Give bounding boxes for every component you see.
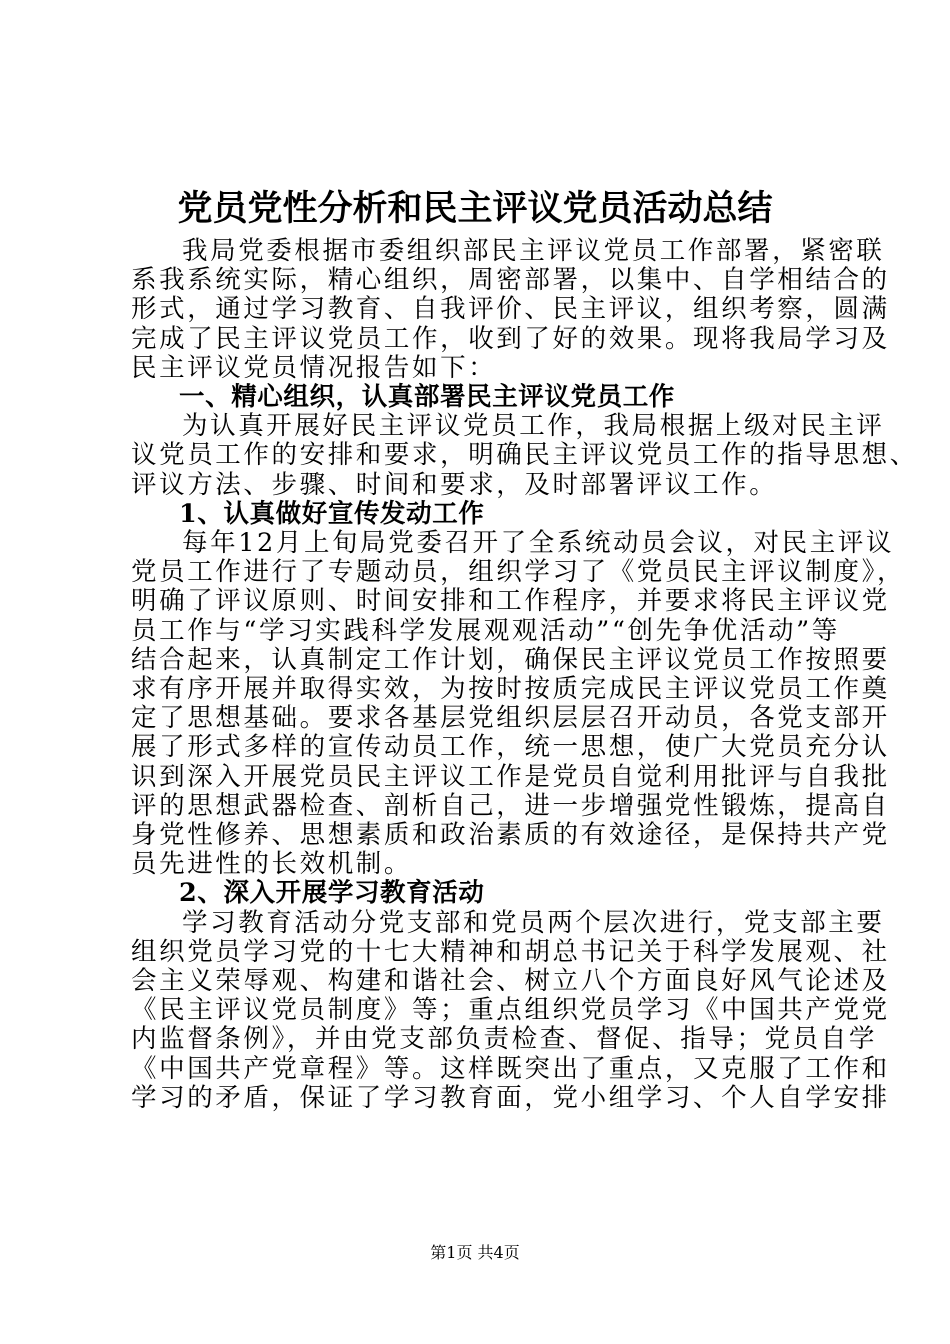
text-line: 会主义荣辱观、构建和谐社会、树立八个方面良好风气论述及 [131,966,890,997]
text-line: 系我系统实际，精心组织，周密部署，以集中、自学相结合的 [131,265,890,296]
text-line: 完成了民主评议党员工作，收到了好的效果。现将我局学习及 [131,323,890,354]
subsection-heading: 1、认真做好宣传发动工作 [179,498,485,529]
intro-paragraph [131,236,890,383]
text-line: 求有序开展并取得实效，为按时按质完成民主评议党员工作奠 [131,674,890,705]
text-line: 明确了评议原则、时间安排和工作程序，并要求将民主评议党 [131,586,890,617]
text-line: 议党员工作的安排和要求，明确民主评议党员工作的指导思想、 [131,440,918,471]
text-line: 民主评议党员情况报告如下： [131,352,497,383]
text-line: 员先进性的长效机制。 [131,849,413,880]
subsection-paragraph [131,528,906,880]
document-body [131,236,918,1113]
text-line: 学习教育活动分党支部和党员两个层次进行，党支部主要 [182,907,885,938]
text-line: 《民主评议党员制度》等；重点组织党员学习《中国共产党党 [131,995,890,1026]
text-line: 定了思想基础。要求各基层党组织层层召开动员，各党支部开 [131,703,890,734]
page-title: 党员党性分析和民主评议党员活动总结 [177,188,773,229]
text-line: 识到深入开展党员民主评议工作是党员自觉利用批评与自我批 [131,761,890,792]
text-line: 学习的矛盾，保证了学习教育面，党小组学习、个人自学安排 [131,1082,890,1113]
section-heading: 一、精心组织，认真部署民主评议党员工作 [179,382,675,413]
subsection-heading: 2、深入开展学习教育活动 [179,878,485,909]
subsection-paragraph [131,907,890,1113]
text-line: 评的思想武器检查、剖析自己，进一步增强党性锻炼，提高自 [131,790,890,821]
text-line: 我局党委根据市委组织部民主评议党员工作部署，紧密联 [182,236,885,266]
text-line: 《中国共产党章程》等。这样既突出了重点，又克服了工作和 [131,1053,890,1084]
text-line: 展了形式多样的宣传动员工作，统一思想，使广大党员充分认 [131,732,890,763]
text-line: 形式，通过学习教育、自我评价、民主评议，组织考察，圆满 [131,294,890,325]
text-line: 内监督条例》，并由党支部负责检查、督促、指导；党员自学 [131,1024,877,1055]
page-number-footer: 第1页 共4页 [430,1243,520,1262]
text-line: 员工作与“学习实践科学发展观观活动”“创先争优活动”等 [131,615,840,646]
text-line: 结合起来，认真制定工作计划，确保民主评议党员工作按照要 [131,644,890,675]
section-paragraph [131,411,918,500]
text-line: 党员工作进行了专题动员，组织学习了《党员民主评议制度》， [131,557,906,588]
text-line: 评议方法、步骤、时间和要求，及时部署评议工作。 [131,469,778,500]
text-line: 身党性修养、思想素质和政治素质的有效途径，是保持共产党 [131,820,890,851]
text-line: 为认真开展好民主评议党员工作，我局根据上级对民主评 [182,411,885,442]
text-line: 组织党员学习党的十七大精神和胡总书记关于科学发展观、社 [131,936,890,967]
text-line: 每年12月上旬局党委召开了全系统动员会议，对民主评议 [182,528,895,559]
